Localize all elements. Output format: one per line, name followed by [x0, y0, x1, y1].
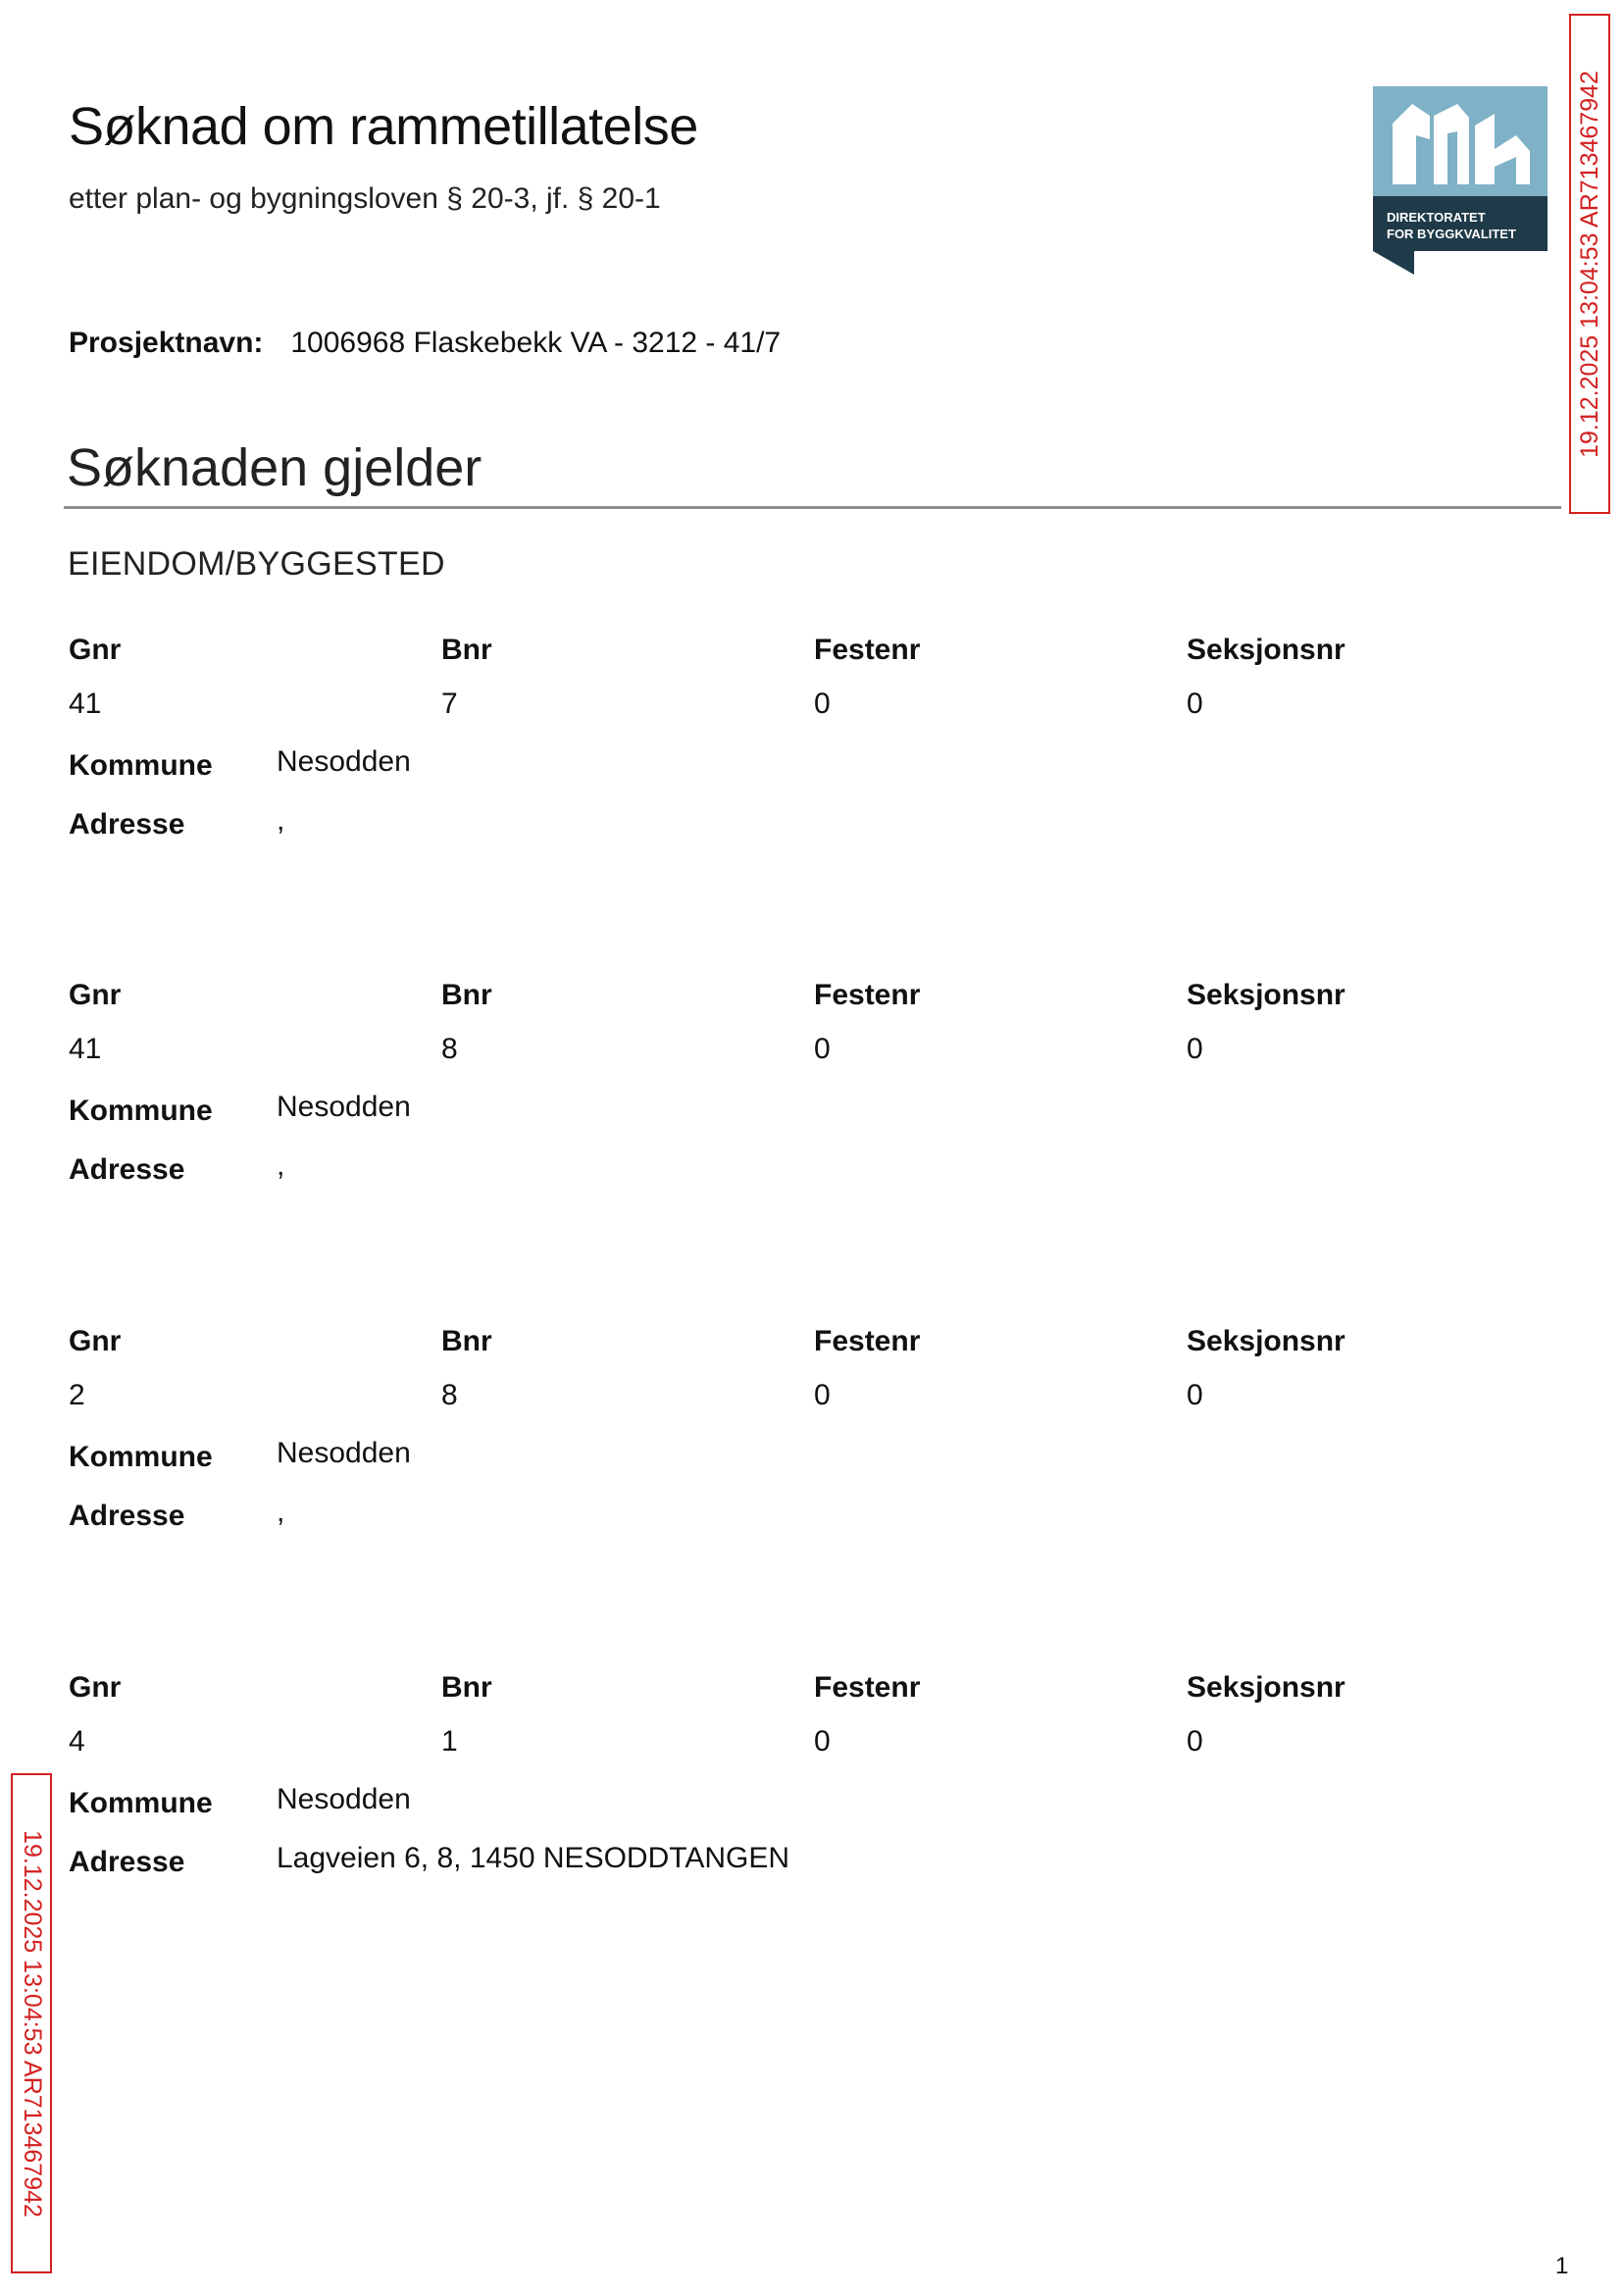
gnr-label: Gnr [69, 1325, 122, 1357]
kommune-value: Nesodden [277, 1091, 411, 1123]
dibk-logo [1373, 86, 1548, 275]
kommune-label: Kommune [69, 749, 213, 782]
adresse-row [69, 1496, 1540, 1555]
festenr-column [814, 1671, 920, 1759]
bnr-column [441, 1325, 492, 1412]
gnr-label: Gnr [69, 634, 122, 666]
logo-text-line1: DIREKTORATET [1387, 210, 1486, 225]
festenr-value: 0 [814, 688, 831, 720]
kommune-label: Kommune [69, 1787, 213, 1819]
bnr-column [441, 634, 492, 721]
property-identifiers [69, 1325, 1540, 1423]
bnr-value: 8 [441, 1033, 458, 1065]
receipt-stamp-bottom [11, 1773, 52, 2273]
gnr-column [69, 979, 121, 1066]
gnr-column [69, 1325, 121, 1412]
adresse-label: Adresse [69, 1500, 185, 1532]
seksjonsnr-label: Seksjonsnr [1187, 1325, 1345, 1357]
receipt-stamp-top [1569, 14, 1610, 514]
logo-text-line2: FOR BYGGKVALITET [1387, 227, 1516, 241]
receipt-stamp-text: 19.12.2025 13:04:53 AR713467942 [1575, 70, 1603, 458]
seksjonsnr-column [1187, 1325, 1345, 1412]
adresse-row [69, 804, 1540, 863]
kommune-row [69, 1783, 1540, 1842]
project-name-label: Prosjektnavn: [69, 327, 264, 359]
property-block [69, 1671, 1540, 1901]
seksjonsnr-label: Seksjonsnr [1187, 979, 1345, 1011]
page-title: Søknad om rammetillatelse [69, 97, 698, 156]
property-block [69, 634, 1540, 863]
festenr-label: Festenr [814, 979, 921, 1011]
seksjonsnr-column [1187, 979, 1345, 1066]
adresse-row [69, 1842, 1540, 1901]
festenr-column [814, 979, 920, 1066]
property-identifiers [69, 1671, 1540, 1769]
festenr-value: 0 [814, 1033, 831, 1065]
bnr-value: 8 [441, 1379, 458, 1411]
seksjonsnr-label: Seksjonsnr [1187, 634, 1345, 666]
gnr-label: Gnr [69, 979, 122, 1011]
bnr-value: 1 [441, 1725, 458, 1758]
seksjonsnr-value: 0 [1187, 1033, 1203, 1065]
page-subtitle: etter plan- og bygningsloven § 20-3, jf. § 20-1 [69, 182, 661, 215]
festenr-label: Festenr [814, 1325, 921, 1357]
festenr-column [814, 1325, 920, 1412]
kommune-label: Kommune [69, 1095, 213, 1127]
bnr-column [441, 979, 492, 1066]
section-heading: Søknaden gjelder [67, 438, 482, 497]
seksjonsnr-value: 0 [1187, 1379, 1203, 1411]
adresse-label: Adresse [69, 1846, 185, 1878]
gnr-value: 4 [69, 1725, 85, 1758]
property-block [69, 1325, 1540, 1555]
seksjonsnr-value: 0 [1187, 1725, 1203, 1758]
property-identifiers [69, 634, 1540, 732]
bnr-label: Bnr [441, 979, 492, 1011]
section-divider [64, 506, 1561, 509]
kommune-value: Nesodden [277, 1437, 411, 1469]
property-identifiers [69, 979, 1540, 1077]
adresse-label: Adresse [69, 808, 185, 841]
project-name-value: 1006968 Flaskebekk VA - 3212 - 41/7 [290, 327, 782, 359]
kommune-label: Kommune [69, 1441, 213, 1473]
adresse-label: Adresse [69, 1153, 185, 1186]
festenr-label: Festenr [814, 634, 921, 666]
gnr-value: 41 [69, 1033, 102, 1065]
kommune-row [69, 745, 1540, 804]
page-number: 1 [1555, 2253, 1569, 2279]
festenr-value: 0 [814, 1379, 831, 1411]
kommune-row [69, 1437, 1540, 1496]
adresse-value: , [277, 804, 285, 837]
seksjonsnr-value: 0 [1187, 688, 1203, 720]
gnr-value: 41 [69, 688, 102, 720]
subsection-heading: EIENDOM/BYGGESTED [68, 545, 445, 583]
receipt-stamp-text: 19.12.2025 13:04:53 AR713467942 [18, 1829, 46, 2218]
seksjonsnr-column [1187, 1671, 1345, 1759]
project-name-row [69, 327, 781, 360]
kommune-value: Nesodden [277, 1783, 411, 1815]
gnr-label: Gnr [69, 1671, 122, 1704]
gnr-column [69, 1671, 121, 1759]
kommune-row [69, 1091, 1540, 1149]
seksjonsnr-column [1187, 634, 1345, 721]
property-block [69, 979, 1540, 1208]
seksjonsnr-label: Seksjonsnr [1187, 1671, 1345, 1704]
adresse-value: Lagveien 6, 8, 1450 NESODDTANGEN [277, 1842, 790, 1874]
bnr-label: Bnr [441, 1671, 492, 1704]
bnr-column [441, 1671, 492, 1759]
gnr-column [69, 634, 121, 721]
adresse-value: , [277, 1149, 285, 1182]
gnr-value: 2 [69, 1379, 85, 1411]
festenr-value: 0 [814, 1725, 831, 1758]
bnr-label: Bnr [441, 1325, 492, 1357]
adresse-row [69, 1149, 1540, 1208]
bnr-value: 7 [441, 688, 458, 720]
bnr-label: Bnr [441, 634, 492, 666]
festenr-column [814, 634, 920, 721]
kommune-value: Nesodden [277, 745, 411, 778]
adresse-value: , [277, 1496, 285, 1528]
festenr-label: Festenr [814, 1671, 921, 1704]
